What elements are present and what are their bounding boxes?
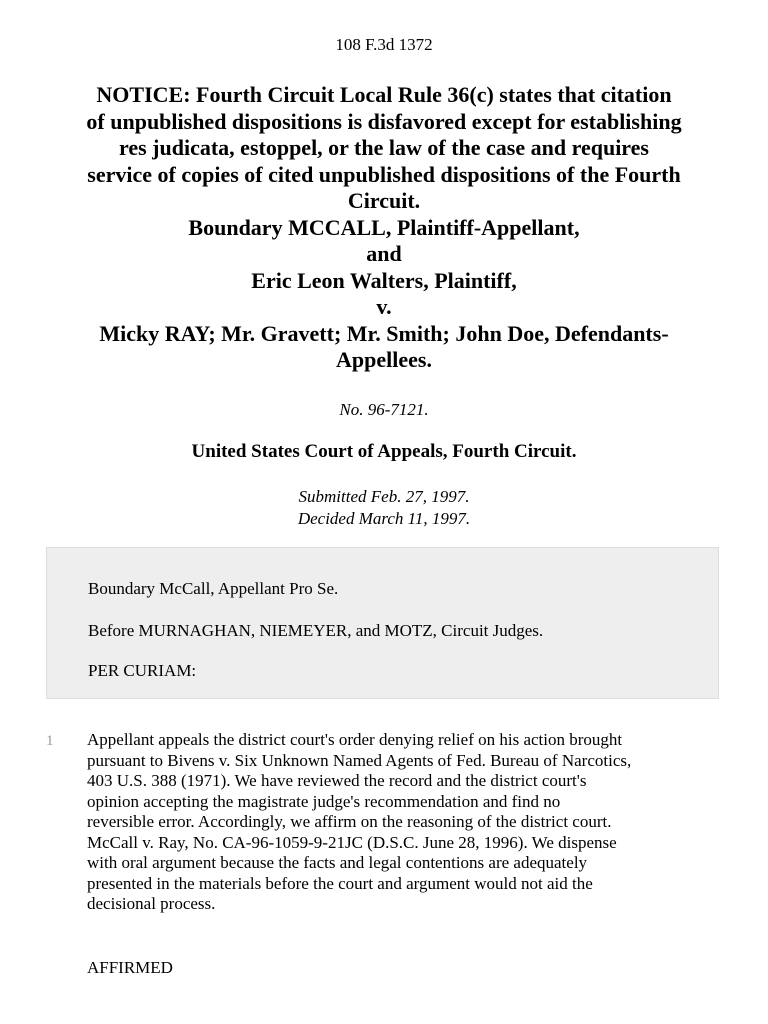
court-name: United States Court of Appeals, Fourth Circuit. (191, 441, 577, 462)
decided-date: Decided March 11, 1997. (297, 509, 471, 528)
reporter-citation: 108 F.3d 1372 (335, 35, 433, 54)
case-caption (30, 82, 738, 374)
paragraph-line: reversible error. Accordingly, we affirm on the reasoning of the district court. (87, 812, 612, 831)
per-curiam-label: PER CURIAM: (88, 661, 197, 680)
paragraph-line: pursuant to Bivens v. Six Unknown Named Agents of Fed. Bureau of Narcotics, (87, 750, 632, 770)
decision-dates (0, 486, 768, 530)
party-appellant: Boundary MCCALL, Plaintiff-Appellant, (188, 214, 580, 240)
paragraph-line: opinion accepting the magistrate judge's recommendation and find no (87, 791, 561, 811)
disposition: AFFIRMED (87, 958, 173, 977)
paragraph-line: 403 U.S. 388 (1971). We have reviewed the record and the district court's (87, 771, 587, 790)
party-conjunction: and (366, 241, 402, 266)
notice-line: NOTICE: Fourth Circuit Local Rule 36(c) states that citation (96, 82, 672, 107)
paragraph-line: McCall v. Ray, No. CA-96-1059-9-21JC (D.S.C. June 28, 1996). We dispense (87, 832, 617, 852)
paragraph-text (87, 730, 747, 915)
counsel-line: Boundary McCall, Appellant Pro Se. (88, 579, 339, 598)
paragraph-line: Appellant appeals the district court's order denying relief on his action brought (87, 730, 623, 749)
party-defendants-cont: Appellees. (336, 347, 432, 372)
notice-line: of unpublished dispositions is disfavored except for establishing (86, 108, 682, 134)
notice-line: res judicata, estoppel, or the law of the case and requires (118, 135, 649, 160)
paragraph-line: with oral argument because the facts and legal contentions are adequately (87, 853, 588, 872)
versus: v. (376, 294, 392, 319)
paragraph-line: decisional process. (87, 894, 216, 913)
paragraph-line: presented in the materials before the court and argument would not aid the (87, 873, 593, 893)
opinion-paragraph (0, 730, 768, 930)
counsel-panel-box (46, 547, 719, 699)
notice-line: service of copies of cited unpublished dispositions of the Fourth (87, 161, 681, 187)
panel-line: Before MURNAGHAN, NIEMEYER, and MOTZ, Circuit Judges. (88, 621, 544, 640)
docket-number: No. 96-7121. (339, 400, 429, 419)
submitted-date: Submitted Feb. 27, 1997. (298, 487, 470, 506)
paragraph-number: 1 (46, 733, 54, 749)
party-plaintiff: Eric Leon Walters, Plaintiff, (251, 267, 517, 293)
party-defendants: Micky RAY; Mr. Gravett; Mr. Smith; John Doe, Defendants- (99, 320, 669, 346)
notice-line: Circuit. (347, 188, 421, 213)
